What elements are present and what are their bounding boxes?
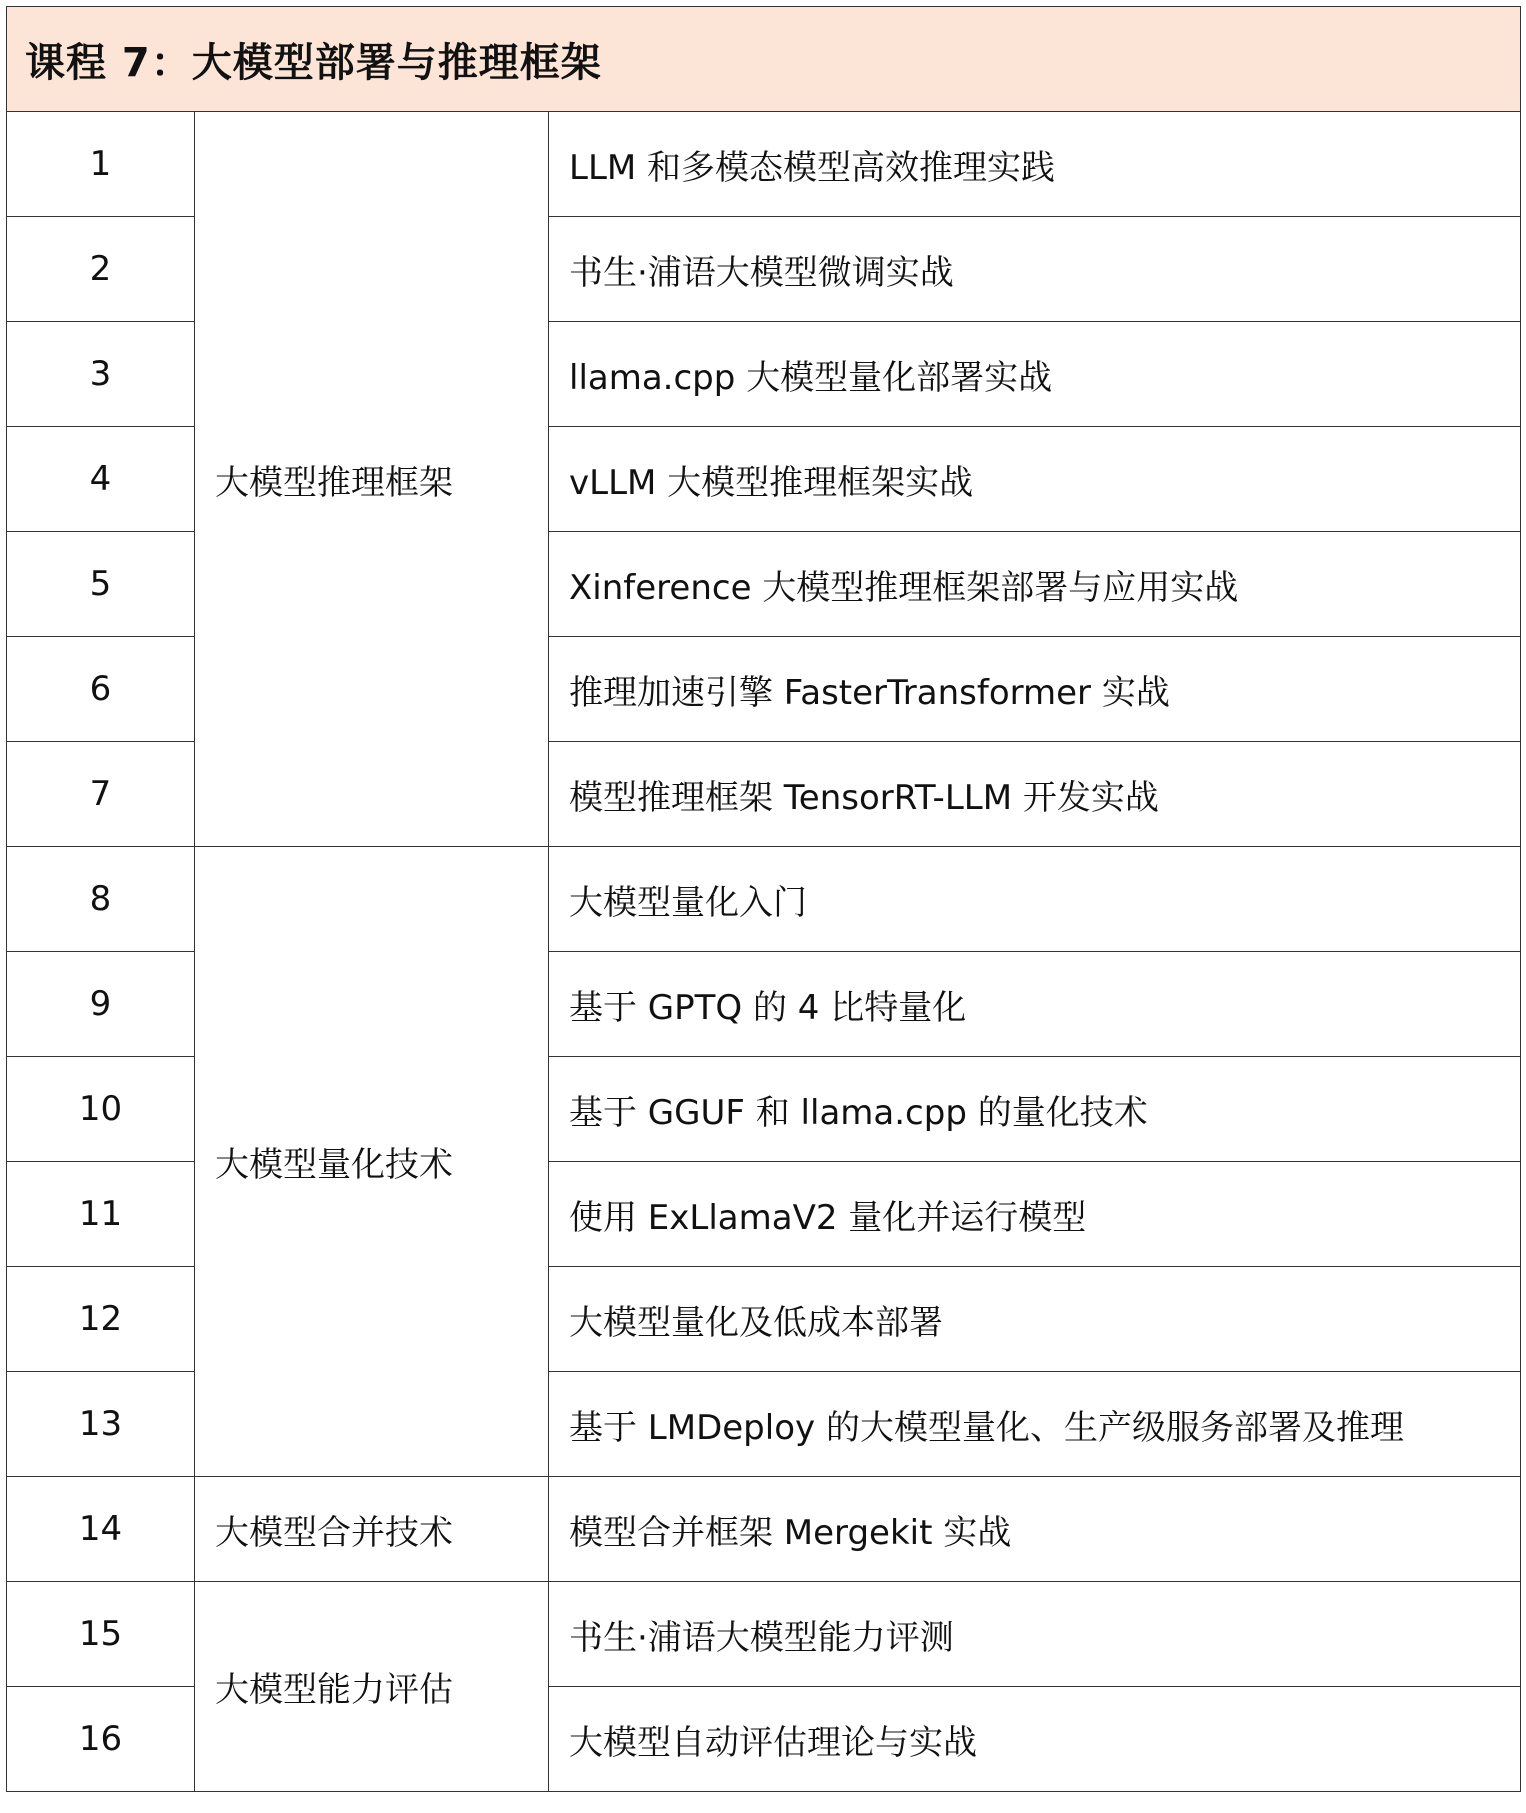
row-number: 13	[7, 1372, 195, 1477]
row-number: 6	[7, 637, 195, 742]
topic-cell: 基于 LMDeploy 的大模型量化、生产级服务部署及推理	[549, 1372, 1521, 1477]
topic-cell: LLM 和多模态模型高效推理实践	[549, 112, 1521, 217]
row-number: 8	[7, 847, 195, 952]
topic-cell: 大模型量化及低成本部署	[549, 1267, 1521, 1372]
topic-cell: 基于 GGUF 和 llama.cpp 的量化技术	[549, 1057, 1521, 1162]
topic-cell: vLLM 大模型推理框架实战	[549, 427, 1521, 532]
table-row	[7, 1582, 1521, 1687]
row-number: 16	[7, 1687, 195, 1792]
topic-cell: 书生·浦语大模型能力评测	[549, 1582, 1521, 1687]
row-number: 3	[7, 322, 195, 427]
row-number: 12	[7, 1267, 195, 1372]
row-number: 11	[7, 1162, 195, 1267]
topic-cell: Xinference 大模型推理框架部署与应用实战	[549, 532, 1521, 637]
row-number: 15	[7, 1582, 195, 1687]
topic-cell: 大模型量化入门	[549, 847, 1521, 952]
topic-cell: 模型推理框架 TensorRT-LLM 开发实战	[549, 742, 1521, 847]
row-number: 7	[7, 742, 195, 847]
category-cell: 大模型推理框架	[195, 112, 549, 847]
table-header-row	[7, 7, 1521, 112]
table-title: 课程 7：大模型部署与推理框架	[7, 7, 1521, 112]
category-cell: 大模型能力评估	[195, 1582, 549, 1792]
category-cell: 大模型合并技术	[195, 1477, 549, 1582]
row-number: 4	[7, 427, 195, 532]
topic-cell: 模型合并框架 Mergekit 实战	[549, 1477, 1521, 1582]
table-row	[7, 1477, 1521, 1582]
row-number: 9	[7, 952, 195, 1057]
row-number: 1	[7, 112, 195, 217]
table-row	[7, 112, 1521, 217]
topic-cell: 基于 GPTQ 的 4 比特量化	[549, 952, 1521, 1057]
table-row	[7, 847, 1521, 952]
row-number: 5	[7, 532, 195, 637]
category-cell: 大模型量化技术	[195, 847, 549, 1477]
topic-cell: 使用 ExLlamaV2 量化并运行模型	[549, 1162, 1521, 1267]
topic-cell: llama.cpp 大模型量化部署实战	[549, 322, 1521, 427]
course-table	[6, 6, 1521, 1792]
row-number: 14	[7, 1477, 195, 1582]
row-number: 10	[7, 1057, 195, 1162]
topic-cell: 书生·浦语大模型微调实战	[549, 217, 1521, 322]
topic-cell: 推理加速引擎 FasterTransformer 实战	[549, 637, 1521, 742]
topic-cell: 大模型自动评估理论与实战	[549, 1687, 1521, 1792]
row-number: 2	[7, 217, 195, 322]
